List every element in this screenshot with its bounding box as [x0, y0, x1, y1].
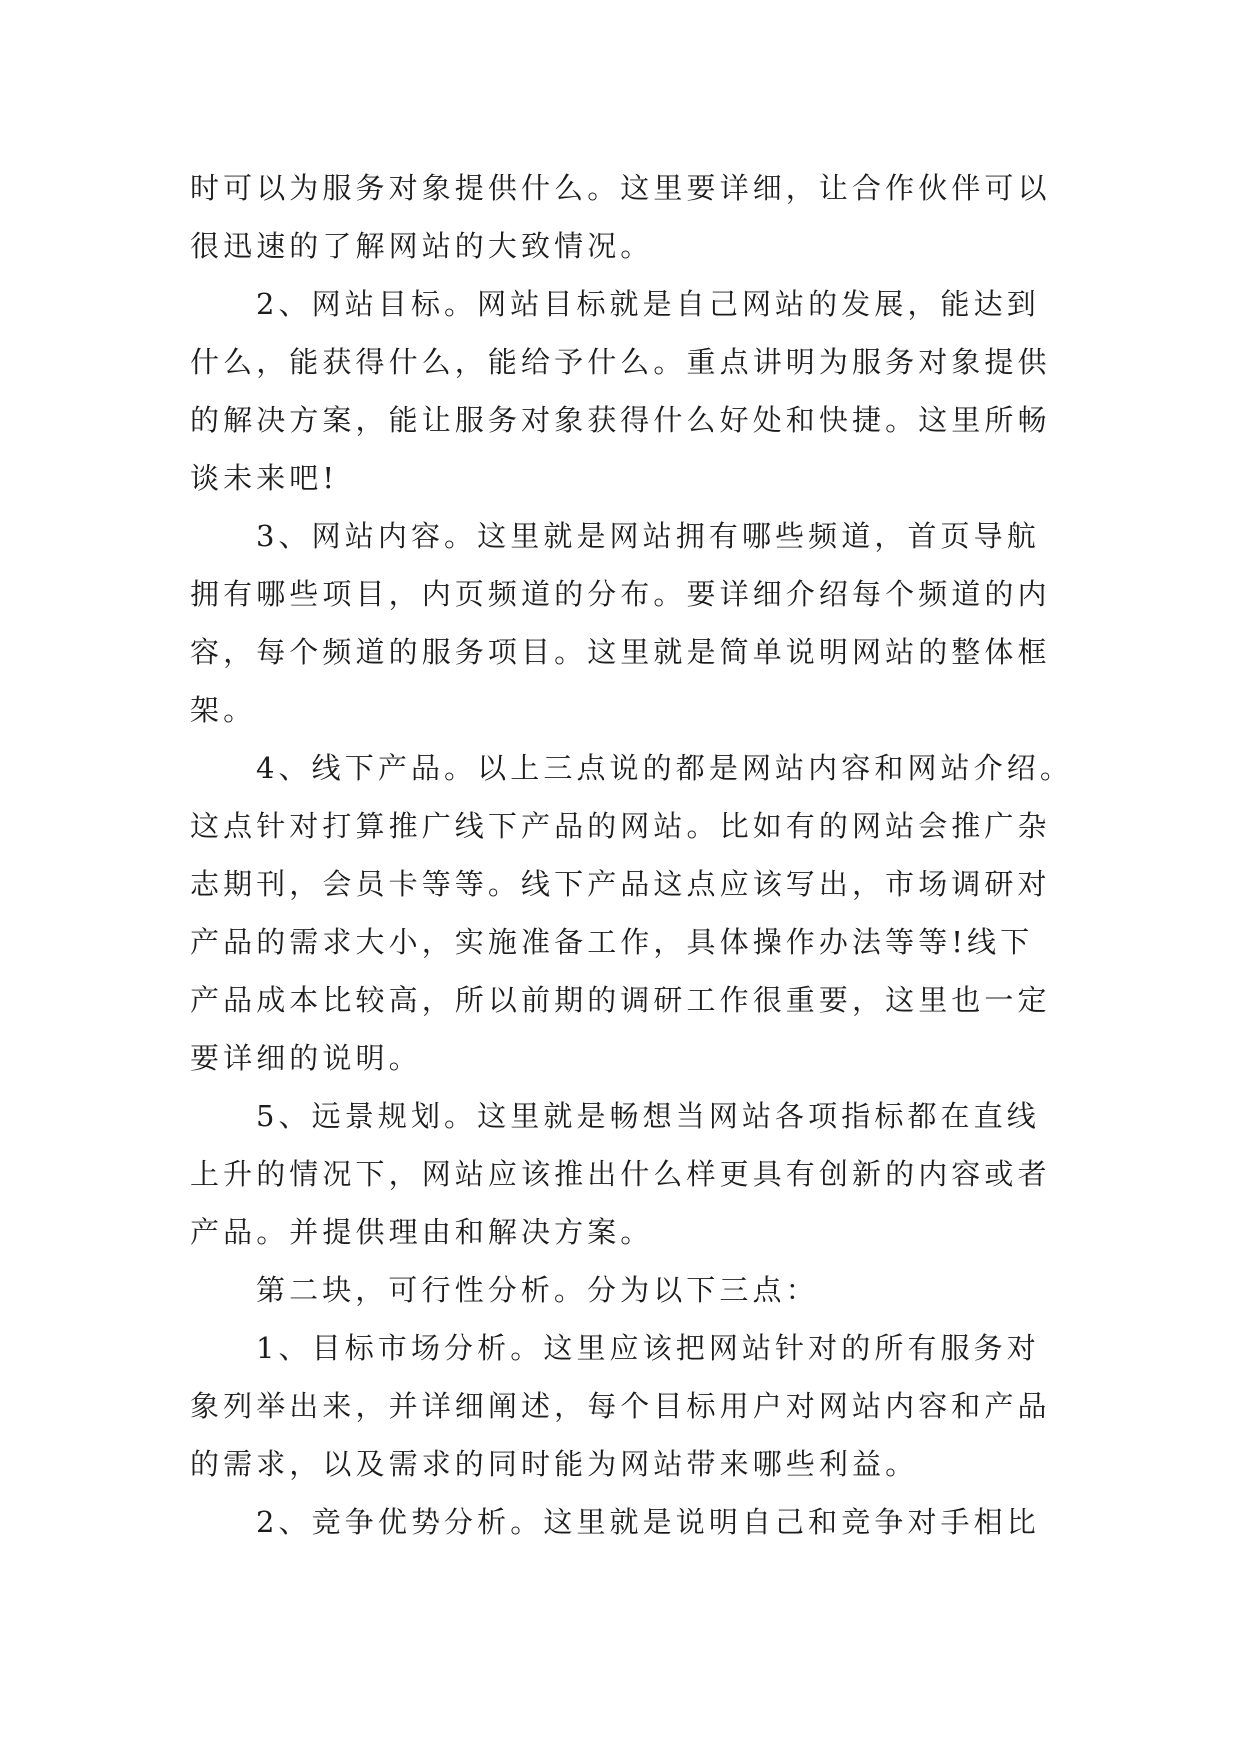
text-line: 上升的情况下，网站应该推出什么样更具有创新的内容或者: [190, 1157, 1051, 1191]
text-line: 象列举出来，并详细阐述，每个目标用户对网站内容和产品: [190, 1389, 1051, 1423]
paragraph: [190, 1493, 1090, 1551]
text-line: 很迅速的了解网站的大致情况。: [190, 229, 654, 263]
text-line: 谈未来吧!: [190, 461, 339, 495]
text-line: 拥有哪些项目，内页频道的分布。要详细介绍每个频道的内: [190, 577, 1051, 611]
paragraph: [190, 1087, 1090, 1261]
text-line: 产品成本比较高，所以前期的调研工作很重要，这里也一定: [190, 983, 1051, 1017]
text-line: 要详细的说明。: [190, 1041, 422, 1075]
paragraph: [190, 275, 1090, 507]
text-line: 架。: [190, 693, 257, 727]
text-line: 志期刊，会员卡等等。线下产品这点应该写出，市场调研对: [190, 867, 1051, 901]
paragraph: [190, 1261, 1090, 1319]
text-line: 1、目标市场分析。这里应该把网站针对的所有服务对: [256, 1331, 1040, 1365]
paragraph: [190, 739, 1090, 1087]
text-line: 3、网站内容。这里就是网站拥有哪些频道，首页导航: [256, 519, 1040, 553]
text-line: 的解决方案，能让服务对象获得什么好处和快捷。这里所畅: [190, 403, 1051, 437]
text-line: 什么，能获得什么，能给予什么。重点讲明为服务对象提供: [190, 345, 1051, 379]
text-line: 产品。并提供理由和解决方案。: [190, 1215, 654, 1249]
text-line: 5、远景规划。这里就是畅想当网站各项指标都在直线: [256, 1099, 1040, 1133]
paragraph: [190, 159, 1090, 275]
text-line: 4、线下产品。以上三点说的都是网站内容和网站介绍。: [256, 751, 1073, 785]
text-line: 时可以为服务对象提供什么。这里要详细，让合作伙伴可以: [190, 171, 1051, 205]
text-line: 的需求，以及需求的同时能为网站带来哪些利益。: [190, 1447, 919, 1481]
text-line: 这点针对打算推广线下产品的网站。比如有的网站会推广杂: [190, 809, 1051, 843]
paragraph: [190, 507, 1090, 739]
document-body: [190, 159, 1090, 1551]
text-line: 2、竞争优势分析。这里就是说明自己和竞争对手相比: [256, 1505, 1040, 1539]
text-line: 2、网站目标。网站目标就是自己网站的发展，能达到: [256, 287, 1040, 321]
text-line: 产品的需求大小，实施准备工作，具体操作办法等等!线下: [190, 925, 1034, 959]
text-line: 第二块，可行性分析。分为以下三点：: [256, 1273, 819, 1307]
paragraph: [190, 1319, 1090, 1493]
text-line: 容，每个频道的服务项目。这里就是简单说明网站的整体框: [190, 635, 1051, 669]
